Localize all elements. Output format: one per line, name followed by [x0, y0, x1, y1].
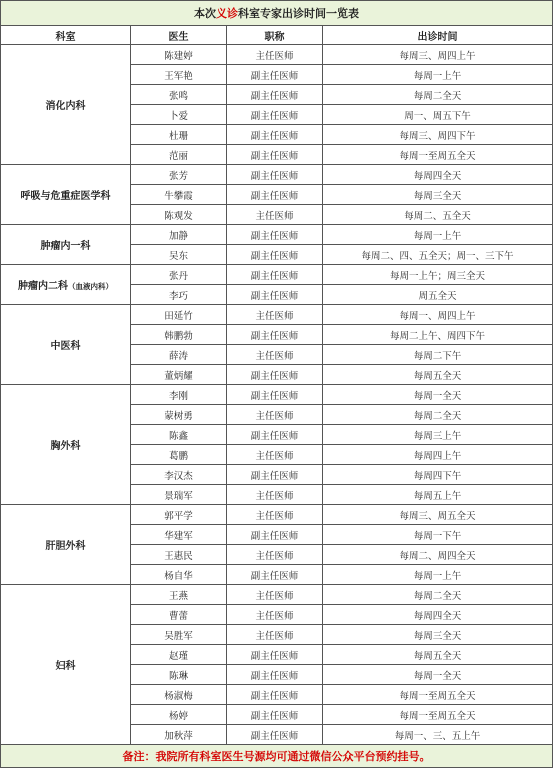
doctor-title: 副主任医师 [227, 285, 323, 305]
doctor-title: 主任医师 [227, 605, 323, 625]
table-row [1, 45, 553, 65]
doctor-name: 加秋萍 [131, 725, 227, 745]
doctor-schedule: 每周二、周四全天 [323, 545, 553, 565]
doctor-name: 田延竹 [131, 305, 227, 325]
doctor-name: 薛涛 [131, 345, 227, 365]
doctor-schedule: 周五全天 [323, 285, 553, 305]
header-dept: 科室 [1, 26, 131, 45]
doctor-name: 张丹 [131, 265, 227, 285]
department-name: 肿瘤内二科 [18, 281, 68, 292]
doctor-title: 副主任医师 [227, 85, 323, 105]
doctor-title: 主任医师 [227, 445, 323, 465]
doctor-schedule: 每周三、周四上午 [323, 45, 553, 65]
header-row [1, 26, 553, 45]
department-cell [1, 505, 131, 585]
page-title: 本次义诊科室专家出诊时间一览表 [1, 1, 553, 26]
doctor-name: 陈鑫 [131, 425, 227, 445]
doctor-title: 副主任医师 [227, 165, 323, 185]
doctor-schedule: 每周一上午 [323, 225, 553, 245]
table-row [1, 385, 553, 405]
doctor-schedule: 每周一上午 [323, 65, 553, 85]
department-subname: （血液内科） [68, 282, 113, 291]
department-cell [1, 265, 131, 305]
department-name: 肿瘤内一科 [40, 241, 91, 252]
doctor-title: 副主任医师 [227, 325, 323, 345]
doctor-schedule: 每周一至周五全天 [323, 685, 553, 705]
doctor-schedule: 每周五上午 [323, 485, 553, 505]
doctor-title: 副主任医师 [227, 665, 323, 685]
doctor-schedule: 每周二、五全天 [323, 205, 553, 225]
doctor-name: 杜珊 [131, 125, 227, 145]
doctor-name: 李巧 [131, 285, 227, 305]
doctor-name: 曹蕾 [131, 605, 227, 625]
doctor-name: 董炳耀 [131, 365, 227, 385]
table-row [1, 165, 553, 185]
title-row [1, 1, 553, 26]
doctor-schedule: 每周二全天 [323, 405, 553, 425]
doctor-title: 主任医师 [227, 585, 323, 605]
department-name: 消化内科 [45, 101, 86, 112]
doctor-title: 副主任医师 [227, 705, 323, 725]
doctor-schedule: 每周一、周四上午 [323, 305, 553, 325]
doctor-title: 副主任医师 [227, 105, 323, 125]
doctor-title: 主任医师 [227, 505, 323, 525]
doctor-name: 范丽 [131, 145, 227, 165]
doctor-title: 主任医师 [227, 625, 323, 645]
doctor-title: 主任医师 [227, 405, 323, 425]
doctor-title: 副主任医师 [227, 685, 323, 705]
doctor-title: 副主任医师 [227, 185, 323, 205]
department-name: 中医科 [50, 341, 81, 352]
doctor-title: 主任医师 [227, 205, 323, 225]
doctor-schedule: 每周一至周五全天 [323, 145, 553, 165]
doctor-name: 杨自华 [131, 565, 227, 585]
doctor-title: 副主任医师 [227, 225, 323, 245]
doctor-title: 主任医师 [227, 45, 323, 65]
doctor-name: 景瑞军 [131, 485, 227, 505]
footer-row [1, 745, 553, 768]
header-title: 职称 [227, 26, 323, 45]
doctor-title: 副主任医师 [227, 145, 323, 165]
table-row [1, 585, 553, 605]
doctor-name: 陈建婷 [131, 45, 227, 65]
doctor-title: 副主任医师 [227, 645, 323, 665]
doctor-schedule: 每周一上午；周三全天 [323, 265, 553, 285]
table-row [1, 225, 553, 245]
header-doctor: 医生 [131, 26, 227, 45]
doctor-name: 赵瑾 [131, 645, 227, 665]
doctor-name: 李汉杰 [131, 465, 227, 485]
department-name: 胸外科 [50, 441, 81, 452]
doctor-name: 葛鹏 [131, 445, 227, 465]
doctor-title: 副主任医师 [227, 525, 323, 545]
doctor-title: 副主任医师 [227, 725, 323, 745]
title-highlight: 义诊 [216, 7, 238, 20]
department-name: 妇科 [55, 661, 76, 672]
doctor-name: 蒙树勇 [131, 405, 227, 425]
doctor-title: 副主任医师 [227, 425, 323, 445]
department-cell [1, 585, 131, 745]
doctor-name: 陈琳 [131, 665, 227, 685]
doctor-name: 卜爱 [131, 105, 227, 125]
doctor-schedule: 每周一上午 [323, 565, 553, 585]
doctor-schedule: 周一、周五下午 [323, 105, 553, 125]
doctor-name: 王军艳 [131, 65, 227, 85]
department-cell [1, 305, 131, 385]
doctor-schedule: 每周二上午、周四下午 [323, 325, 553, 345]
doctor-schedule: 每周四下午 [323, 465, 553, 485]
doctor-schedule: 每周三、周四下午 [323, 125, 553, 145]
department-cell [1, 225, 131, 265]
table-row [1, 505, 553, 525]
doctor-title: 主任医师 [227, 545, 323, 565]
doctor-schedule: 每周四全天 [323, 165, 553, 185]
doctor-title: 主任医师 [227, 485, 323, 505]
doctor-title: 副主任医师 [227, 465, 323, 485]
doctor-schedule: 每周二、四、五全天；周一、三下午 [323, 245, 553, 265]
doctor-name: 杨婷 [131, 705, 227, 725]
doctor-schedule: 每周五全天 [323, 645, 553, 665]
doctor-schedule: 每周四全天 [323, 605, 553, 625]
doctor-name: 加静 [131, 225, 227, 245]
doctor-name: 吴东 [131, 245, 227, 265]
doctor-name: 李刚 [131, 385, 227, 405]
department-cell [1, 165, 131, 225]
doctor-name: 吴胜军 [131, 625, 227, 645]
doctor-schedule: 每周三、周五全天 [323, 505, 553, 525]
doctor-schedule: 每周一至周五全天 [323, 705, 553, 725]
doctor-schedule: 每周二全天 [323, 85, 553, 105]
header-schedule: 出诊时间 [323, 26, 553, 45]
doctor-schedule: 每周四上午 [323, 445, 553, 465]
doctor-schedule: 每周一全天 [323, 665, 553, 685]
doctor-name: 华建军 [131, 525, 227, 545]
doctor-title: 副主任医师 [227, 125, 323, 145]
doctor-schedule: 每周二全天 [323, 585, 553, 605]
doctor-schedule: 每周二下午 [323, 345, 553, 365]
doctor-title: 副主任医师 [227, 65, 323, 85]
footer-note: 备注：我院所有科室医生号源均可通过微信公众平台预约挂号。 [1, 745, 553, 768]
department-name: 呼吸与危重症医学科 [20, 191, 111, 202]
doctor-title: 副主任医师 [227, 385, 323, 405]
doctor-name: 杨淑梅 [131, 685, 227, 705]
doctor-schedule: 每周三上午 [323, 425, 553, 445]
doctor-schedule: 每周三全天 [323, 185, 553, 205]
department-name: 肝胆外科 [45, 541, 86, 552]
doctor-title: 副主任医师 [227, 365, 323, 385]
doctor-name: 郭平学 [131, 505, 227, 525]
doctor-schedule: 每周一下午 [323, 525, 553, 545]
doctor-name: 韩鹏勃 [131, 325, 227, 345]
doctor-name: 王惠民 [131, 545, 227, 565]
doctor-name: 张鸣 [131, 85, 227, 105]
doctor-schedule: 每周五全天 [323, 365, 553, 385]
doctor-title: 副主任医师 [227, 245, 323, 265]
doctor-name: 王燕 [131, 585, 227, 605]
doctor-name: 牛攀霞 [131, 185, 227, 205]
doctor-schedule: 每周一全天 [323, 385, 553, 405]
doctor-title: 副主任医师 [227, 565, 323, 585]
doctor-title: 主任医师 [227, 305, 323, 325]
doctor-schedule: 每周三全天 [323, 625, 553, 645]
doctor-schedule: 每周一、三、五上午 [323, 725, 553, 745]
doctor-title: 副主任医师 [227, 265, 323, 285]
table-row [1, 265, 553, 285]
department-cell [1, 45, 131, 165]
table-row [1, 305, 553, 325]
department-cell [1, 385, 131, 505]
doctor-name: 陈观发 [131, 205, 227, 225]
doctor-title: 主任医师 [227, 345, 323, 365]
doctor-name: 张芳 [131, 165, 227, 185]
